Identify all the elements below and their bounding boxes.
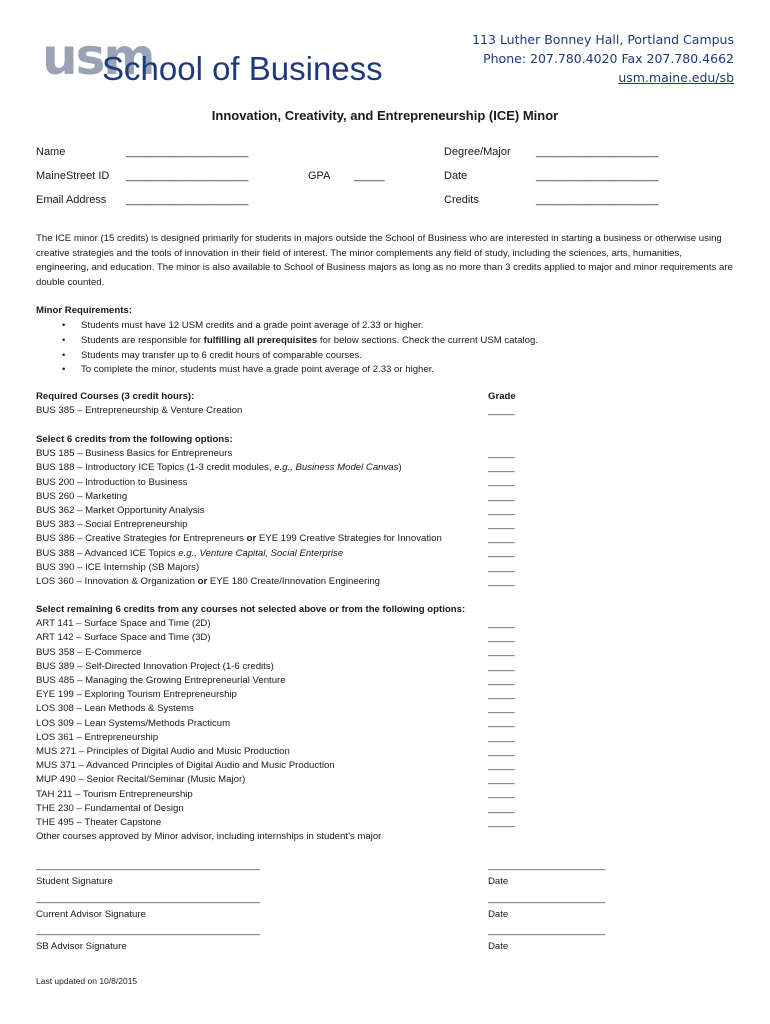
course-item: BUS 260 – Marketing <box>36 490 128 502</box>
website-link[interactable]: usm.maine.edu/sb <box>618 70 734 85</box>
grade-blank[interactable]: _____ <box>488 703 515 715</box>
grade-blank[interactable]: _____ <box>488 760 515 772</box>
course-item: ART 142 – Surface Space and Time (3D) <box>36 632 211 644</box>
course-item: MUS 271 – Principles of Digital Audio and Music Production <box>36 746 290 758</box>
grade-blank[interactable]: _____ <box>488 632 515 644</box>
student-signature-line[interactable]: __________________________________________ <box>36 860 261 871</box>
student-signature-label: Student Signature <box>36 876 113 887</box>
intro-paragraph: The ICE minor (15 credits) is designed primarily for students in majors outside the School of Business who are interested in starting a business or otherwise using creative strategies and the tools of innovation in their field of interest. The minor complements any field of study, including the sciences, arts, humanities, engineering, and education. The minor is also available to School of Business majors as long as no more than 3 credits applied to major and minor requirements are double counted. <box>36 233 733 288</box>
course-item: LOS 308 – Lean Methods & Systems <box>36 703 194 715</box>
grade-blank[interactable]: _____ <box>488 717 515 729</box>
required-courses <box>36 390 242 418</box>
course-item: BUS 200 – Introduction to Business <box>36 476 188 488</box>
requirement-item: • Students are responsible for fulfilling all prerequisites for below sections. Check the current USM catalog. <box>36 334 538 349</box>
course-item: LOS 309 – Lean Systems/Methods Practicum <box>36 717 231 729</box>
grade-blank[interactable]: _____ <box>488 476 515 488</box>
requirements-list <box>36 319 538 378</box>
course-item: TAH 211 – Tourism Entrepreneurship <box>36 788 193 800</box>
required-heading: Required Courses (3 credit hours): <box>36 391 195 402</box>
name-label: Name <box>36 146 66 158</box>
requirement-item: • Students must have 12 USM credits and a grade point average of 2.33 or higher. <box>36 319 538 334</box>
course-item: BUS 386 – Creative Strategies for Entrepreneurs or EYE 199 Creative Strategies for Innovation <box>36 533 442 545</box>
course-item: BUS 185 – Business Basics for Entrepreneurs <box>36 448 233 460</box>
remaining-courses <box>36 603 465 844</box>
current-advisor-signature-label: Current Advisor Signature <box>36 909 146 920</box>
course-item: LOS 360 – Innovation & Organization or EYE 180 Create/Innovation Engineering <box>36 576 381 588</box>
course-item: MUP 490 – Senior Recital/Seminar (Music Major) <box>36 774 246 786</box>
course-item: BUS 362 – Market Opportunity Analysis <box>36 505 205 517</box>
contact-info <box>472 30 734 87</box>
sb-advisor-signature-line[interactable]: __________________________________________ <box>36 925 261 936</box>
grade-blank[interactable]: _____ <box>488 646 515 658</box>
credits-label: Credits <box>444 194 479 206</box>
grade-blank[interactable]: _____ <box>488 547 515 559</box>
sb-advisor-signature-label: SB Advisor Signature <box>36 941 127 952</box>
logo-school-text: School of Business <box>102 50 383 87</box>
select6-courses <box>36 433 442 589</box>
grade-blank[interactable]: _____ <box>488 674 515 686</box>
current-advisor-signature-line[interactable]: __________________________________________ <box>36 893 261 904</box>
grade-blank[interactable]: _____ <box>488 561 515 573</box>
email-label: Email Address <box>36 194 107 206</box>
course-item: MUS 371 – Advanced Principles of Digital Audio and Music Production <box>36 760 335 772</box>
student-date-line[interactable]: ______________________ <box>488 860 606 871</box>
mainestreet-label: MaineStreet ID <box>36 170 110 182</box>
grade-blank[interactable]: _____ <box>488 802 515 814</box>
course-item: BUS 385 – Entrepreneurship & Venture Creation <box>36 405 243 417</box>
grade-blank[interactable]: _____ <box>488 618 515 629</box>
grade-blank[interactable]: _____ <box>488 448 515 459</box>
gpa-label: GPA <box>308 170 331 182</box>
sb-advisor-date-label: Date <box>488 941 509 952</box>
current-advisor-date-line[interactable]: ______________________ <box>488 893 606 904</box>
email-field[interactable]: ____________________ <box>126 194 249 206</box>
course-item: BUS 390 – ICE Internship (SB Majors) <box>36 561 200 573</box>
grade-blank[interactable]: _____ <box>488 533 515 545</box>
gpa-field[interactable]: _____ <box>354 170 385 182</box>
grade-blank[interactable]: _____ <box>488 660 515 672</box>
logo-usm-text: usm <box>42 28 154 86</box>
select6-heading: Select 6 credits from the following options: <box>36 434 233 445</box>
grade-blank[interactable]: _____ <box>488 745 515 757</box>
course-item: BUS 388 – Advanced ICE Topics e.g., Venture Capital, Social Enterprise <box>36 547 344 559</box>
degree-label: Degree/Major <box>444 146 511 158</box>
current-advisor-date-label: Date <box>488 909 509 920</box>
remaining-grades <box>488 617 515 830</box>
select6-grades <box>488 447 515 589</box>
grade-blank[interactable]: _____ <box>488 774 515 786</box>
student-date-label: Date <box>488 876 509 887</box>
usm-logo <box>42 28 422 94</box>
course-item: THE 495 – Theater Capstone <box>36 817 162 829</box>
other-courses-note: Other courses approved by Minor advisor, including internships in student’s major <box>36 831 382 843</box>
last-updated-footer: Last updated on 10/8/2015 <box>36 976 138 986</box>
name-field[interactable]: ____________________ <box>126 146 249 158</box>
grade-blank[interactable]: _____ <box>488 575 515 587</box>
sb-advisor-date-line[interactable]: ______________________ <box>488 925 606 936</box>
grade-blank[interactable]: _____ <box>488 405 515 417</box>
grade-heading: Grade <box>488 391 516 402</box>
requirements-heading: Minor Requirements: <box>36 305 132 316</box>
grade-blank[interactable]: _____ <box>488 731 515 743</box>
course-item: LOS 361 – Entrepreneurship <box>36 731 159 743</box>
course-item: BUS 383 – Social Entrepreneurship <box>36 519 188 531</box>
mainestreet-field[interactable]: ____________________ <box>126 170 249 182</box>
required-grades <box>488 390 516 418</box>
grade-blank[interactable]: _____ <box>488 504 515 516</box>
address: 113 Luther Bonney Hall, Portland Campus <box>472 32 734 47</box>
date-label: Date <box>444 170 468 182</box>
course-item: THE 230 – Fundamental of Design <box>36 802 184 814</box>
date-field[interactable]: ____________________ <box>536 170 659 182</box>
course-item: EYE 199 – Exploring Tourism Entrepreneurship <box>36 689 237 701</box>
grade-blank[interactable]: _____ <box>488 462 515 474</box>
grade-blank[interactable]: _____ <box>488 490 515 502</box>
course-item: BUS 188 – Introductory ICE Topics (1-3 credit modules, e.g., Business Model Canvas) <box>36 462 402 474</box>
remaining-heading: Select remaining 6 credits from any courses not selected above or from the following options: <box>36 604 466 615</box>
phone-fax: Phone: 207.780.4020 Fax 207.780.4662 <box>483 51 734 66</box>
course-item: ART 141 – Surface Space and Time (2D) <box>36 618 211 630</box>
grade-blank[interactable]: _____ <box>488 788 515 800</box>
grade-blank[interactable]: _____ <box>488 816 515 828</box>
grade-blank[interactable]: _____ <box>488 519 515 531</box>
course-item: BUS 485 – Managing the Growing Entrepreneurial Venture <box>36 675 286 687</box>
requirement-item: • Students may transfer up to 6 credit hours of comparable courses. <box>36 349 538 364</box>
page-title: Innovation, Creativity, and Entrepreneurship (ICE) Minor <box>211 108 559 123</box>
degree-field[interactable]: ____________________ <box>536 146 659 158</box>
grade-blank[interactable]: _____ <box>488 689 515 701</box>
course-item: BUS 389 – Self-Directed Innovation Project (1-6 credits) <box>36 660 274 672</box>
requirement-item: • To complete the minor, students must have a grade point average of 2.33 or higher. <box>36 363 538 378</box>
course-item: BUS 358 – E-Commerce <box>36 646 142 658</box>
credits-field[interactable]: ____________________ <box>536 194 659 206</box>
